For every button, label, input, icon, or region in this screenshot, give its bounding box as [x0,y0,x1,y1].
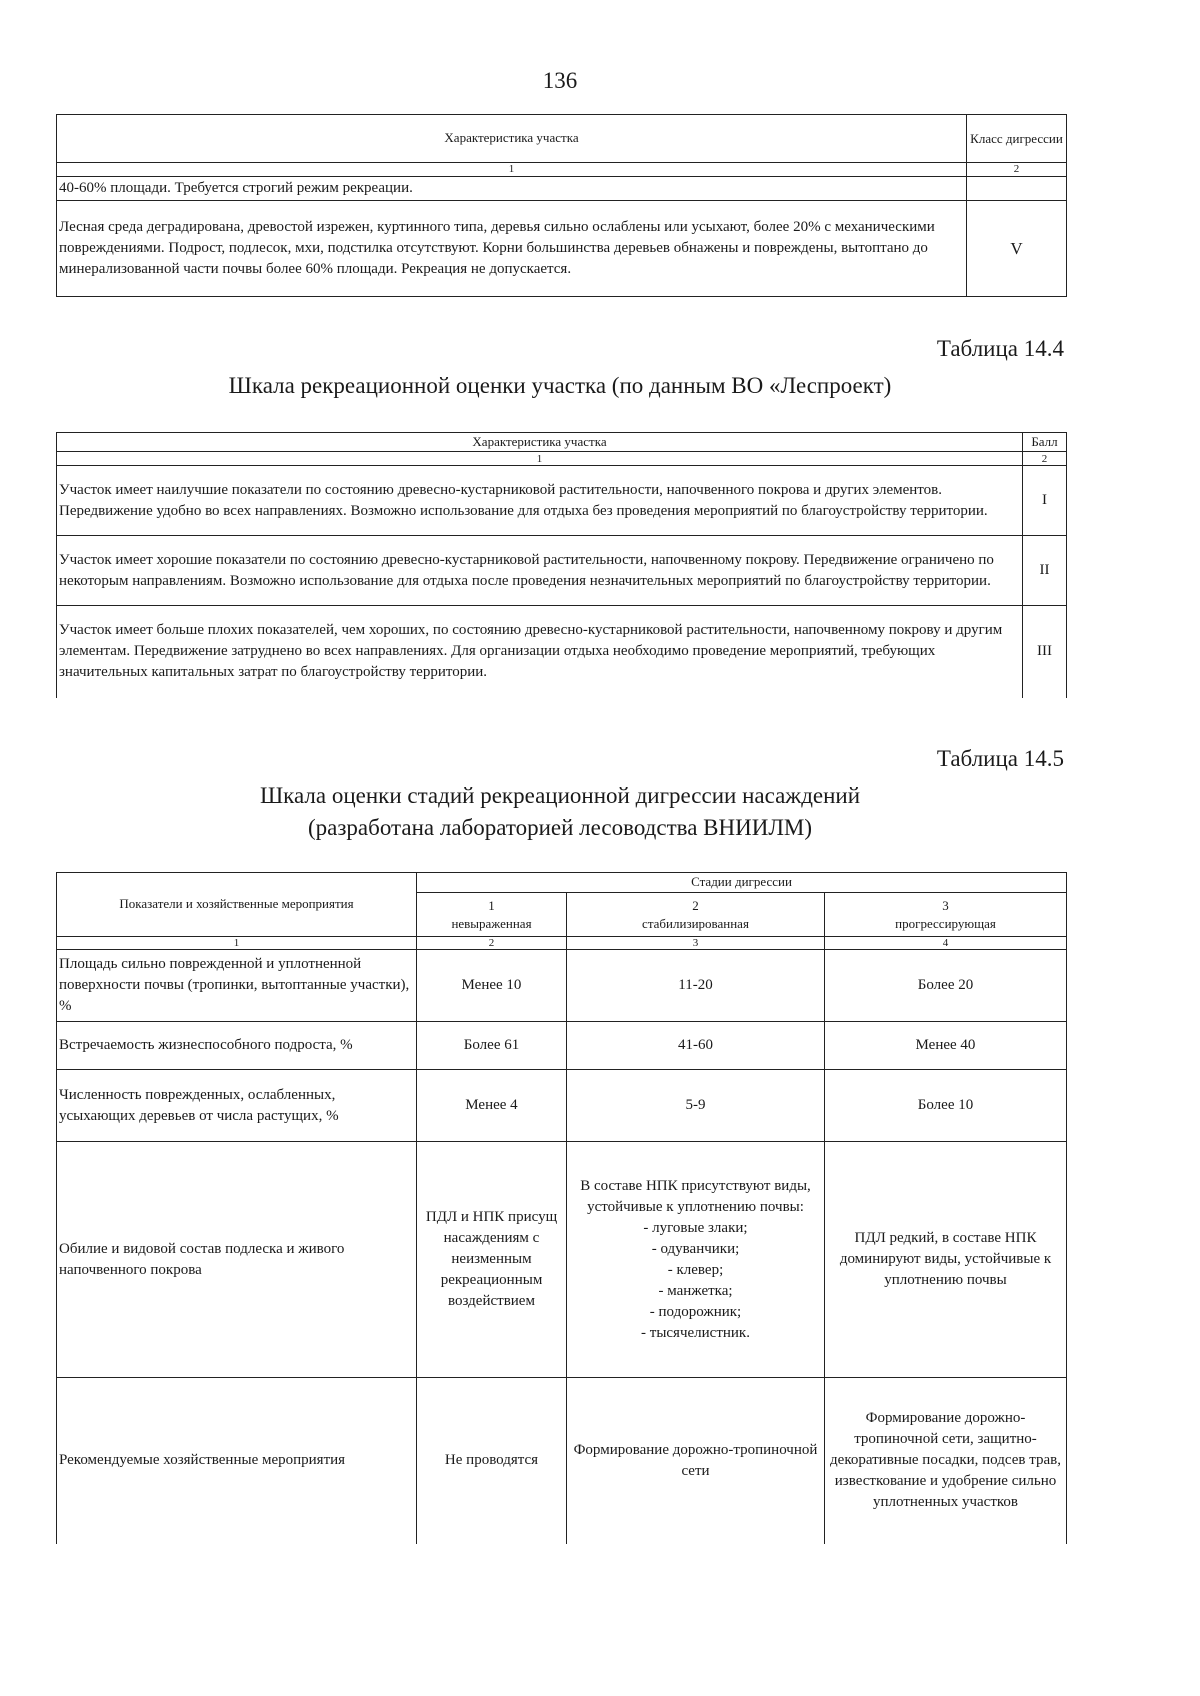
stage-1-value: ПДЛ и НПК присущ насаждениям с неизменным рекреационным воздействием [417,1142,567,1378]
header-score: Балл [1023,433,1067,452]
stage-2-number: 2 [692,897,699,913]
col-number: 3 [567,937,825,950]
indicator-text: Численность поврежденных, ослабленных, усыхающих деревьев от числа растущих, % [57,1070,417,1142]
table-row [57,1378,1067,1544]
score-value: I [1023,466,1067,536]
stage-3-name: прогрессирующая [895,915,996,931]
stage-2-value [567,1142,825,1378]
stage-2-name: стабилизированная [642,915,749,931]
list-item: - подорожник; [649,1303,742,1320]
header-digression-stages: Стадии дигрессии [417,873,1067,893]
col-number: 1 [57,163,967,177]
table-number-14-4: Таблица 14.4 [936,336,1064,361]
table-row [57,201,1067,297]
col-number: 2 [417,937,567,950]
stage-1-name: невыраженная [451,915,532,931]
table-number-row [57,163,1067,177]
stage-1-value: Менее 4 [417,1070,567,1142]
indicator-text: Рекомендуемые хозяйственные мероприятия [57,1378,417,1544]
list-item: - тысячелистник. [641,1324,750,1341]
characteristic-text: Участок имеет хорошие показатели по состоянию древесно-кустарниковой растительности, напочвенному покрову. Передвижение ограничено по некоторым направлениям. Возможно использование для отдыха после проведения незначительных мероприятий по благоустройству территории. [57,536,1023,606]
digression-stages-table [56,872,1067,1544]
digression-class-value [967,177,1067,201]
table-number-row [57,937,1067,950]
indicator-text: Площадь сильно поврежденной и уплотненной поверхности почвы (тропинки, вытоптанные участки), % [57,950,417,1022]
table-row [57,1022,1067,1070]
stage-3-value: Формирование дорожно-тропиночной сети, защитно-декоративные посадки, подсев трав, известкование и удобрение сильно уплотненных участков [825,1378,1067,1544]
score-value: II [1023,536,1067,606]
stage-1-number: 1 [488,897,495,913]
page-number: 136 [542,68,578,93]
stage-1-value: Не проводятся [417,1378,567,1544]
score-value: III [1023,606,1067,698]
table-title-14-5-line2: (разработана лабораторией лесоводства ВНИИЛМ) [307,815,813,840]
header-stage-2 [567,893,825,937]
stage-1-value: Более 61 [417,1022,567,1070]
table-title-14-4: Шкала рекреационной оценки участка (по данным ВО «Леспроект) [228,373,892,398]
stage-2-intro: В составе НПК присутствуют виды, устойчивые к уплотнению почвы: [580,1177,811,1215]
characteristic-text: Участок имеет больше плохих показателей, чем хороших, по состоянию древесно-кустарниковой растительности, напочвенному покрову и другим элементам. Передвижение затруднено во всех направлениях. Для организации отдыха необходимо проведение мероприятий, требующих значительных капитальных затрат по благоустройству территории. [57,606,1023,698]
digression-class-table [56,114,1067,297]
stage-3-number: 3 [942,897,949,913]
characteristic-text: 40-60% площади. Требуется строгий режим рекреации. [57,177,967,201]
header-characteristic: Характеристика участка [57,115,967,163]
table-row [57,466,1067,536]
table-row [57,177,1067,201]
stage-2-value: 41-60 [567,1022,825,1070]
col-number: 4 [825,937,1067,950]
table-row [57,606,1067,698]
header-indicators: Показатели и хозяйственные мероприятия [57,873,417,937]
table-number-14-5: Таблица 14.5 [936,746,1064,771]
table-header-row [57,433,1067,452]
table-title-14-5-line1: Шкала оценки стадий рекреационной дигрессии насаждений [259,783,861,808]
stage-1-value: Менее 10 [417,950,567,1022]
table-header-row [57,115,1067,163]
header-stage-1 [417,893,567,937]
col-number: 1 [57,452,1023,466]
table-row [57,1142,1067,1378]
recreation-score-table [56,432,1067,698]
stage-2-value: 11-20 [567,950,825,1022]
stage-2-value: Формирование дорожно-тропиночной сети [567,1378,825,1544]
col-number: 1 [57,937,417,950]
digression-class-value: V [967,201,1067,297]
indicator-text: Встречаемость жизнеспособного подроста, % [57,1022,417,1070]
header-characteristic: Характеристика участка [57,433,1023,452]
table-number-row [57,452,1067,466]
list-item: - одуванчики; [651,1240,740,1257]
table-row [57,950,1067,1022]
stage-3-value: Более 20 [825,950,1067,1022]
col-number: 2 [1023,452,1067,466]
header-stage-3 [825,893,1067,937]
stage-2-value: 5-9 [567,1070,825,1142]
table-row [57,1070,1067,1142]
list-item: - луговые злаки; [643,1219,748,1236]
table-row [57,536,1067,606]
characteristic-text: Лесная среда деградирована, древостой изрежен, куртинного типа, деревья сильно ослаблены или усыхают, более 20% с механическими повреждениями. Подрост, подлесок, мхи, подстилка отсутствуют. Корни большинства деревьев обнажены и повреждены, вытоптано до минерализованной части почвы более 60% площади. Рекреация не допускается. [57,201,967,297]
characteristic-text: Участок имеет наилучшие показатели по состоянию древесно-кустарниковой растительности, напочвенного покрова и других элементов. Передвижение удобно во всех направлениях. Возможно использование для отдыха без проведения мероприятий по благоустройству территории. [57,466,1023,536]
species-list [569,1218,822,1344]
stage-3-value: Менее 40 [825,1022,1067,1070]
header-digression-class: Класс дигрессии [967,115,1067,163]
table-header-row [57,873,1067,893]
stage-3-value: Более 10 [825,1070,1067,1142]
list-item: - манжетка; [658,1282,733,1299]
list-item: - клевер; [667,1261,724,1278]
stage-3-value: ПДЛ редкий, в составе НПК доминируют виды, устойчивые к уплотнению почвы [825,1142,1067,1378]
col-number: 2 [967,163,1067,177]
indicator-text: Обилие и видовой состав подлеска и живого напочвенного покрова [57,1142,417,1378]
